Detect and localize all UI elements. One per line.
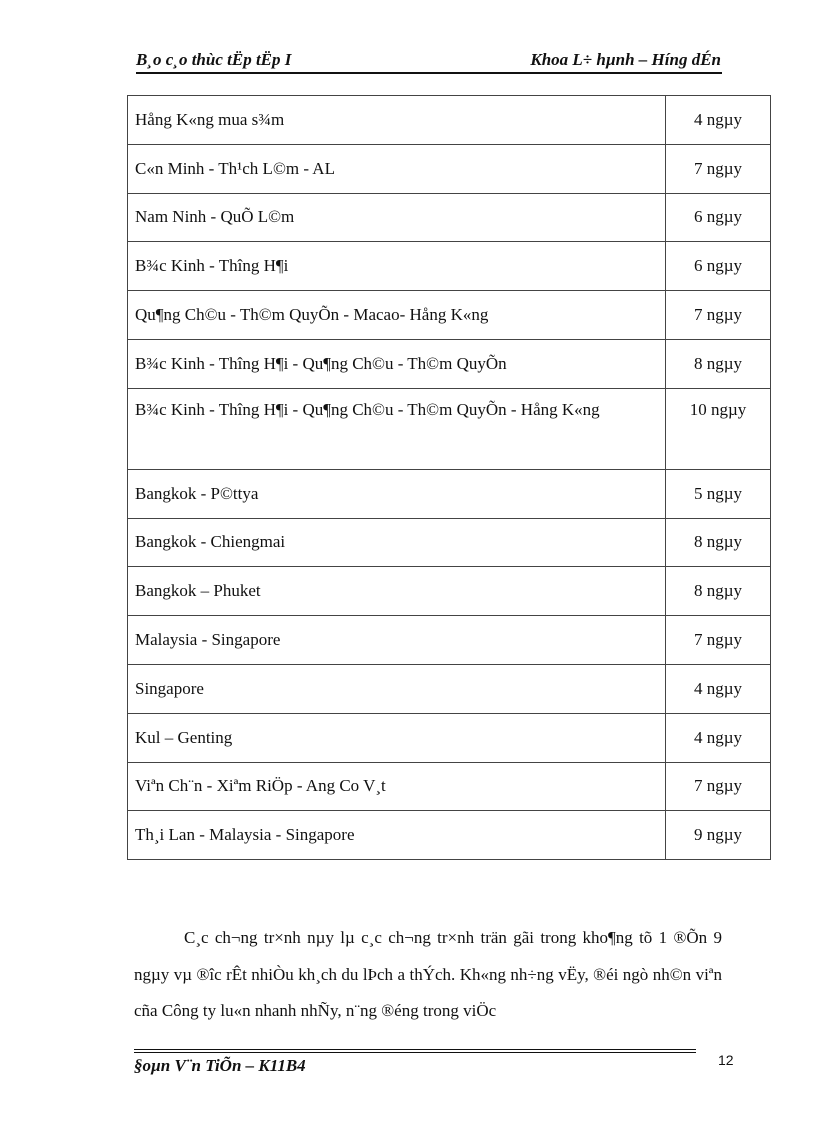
body-paragraph: C¸c ch¬ng tr×nh nµy lµ c¸c ch¬ng tr×nh trän gãi trong kho¶ng tõ 1 ®Õn 9 ngµy vµ ®îc rÊt nhiÒu kh¸ch du lÞch a thÝch. Kh«ng nh÷ng vËy, ®éi ngò nh©n viªn cña Công ty lu«n nhanh nhÑy, n¨ng ®éng trong viÖc — [134, 928, 722, 1020]
tour-duration: 4 ngµy — [666, 96, 771, 145]
table-row — [128, 291, 771, 340]
tour-duration: 8 ngµy — [666, 339, 771, 388]
tour-table — [127, 95, 771, 860]
tour-duration: 4 ngµy — [666, 664, 771, 713]
tour-duration: 6 ngµy — [666, 242, 771, 291]
header-rule — [136, 72, 722, 74]
table-row — [128, 144, 771, 193]
tour-route: Kul – Genting — [128, 713, 666, 762]
tour-duration: 8 ngµy — [666, 567, 771, 616]
tour-route: Viªn Ch¨n - Xiªm RiÖp - Ang Co V¸t — [128, 762, 666, 811]
tour-duration: 7 ngµy — [666, 144, 771, 193]
table-row — [128, 567, 771, 616]
tour-route: Bangkok - Chiengmai — [128, 518, 666, 567]
table-row — [128, 242, 771, 291]
page-header — [136, 50, 721, 72]
table-row — [128, 339, 771, 388]
tour-route: Th¸i Lan - Malaysia - Singapore — [128, 811, 666, 860]
tour-duration: 5 ngµy — [666, 469, 771, 518]
footer-rule — [134, 1049, 696, 1050]
tour-duration: 9 ngµy — [666, 811, 771, 860]
footer-author: §oµn V¨n TiÕn – K11B4 — [134, 1056, 306, 1075]
table-row — [128, 811, 771, 860]
tour-duration: 8 ngµy — [666, 518, 771, 567]
tour-route: B¾c Kinh - Thîng H¶i - Qu¶ng Ch©u - Th©m QuyÕn - Hång K«ng — [128, 388, 666, 469]
table-row — [128, 762, 771, 811]
footer-rule — [134, 1052, 696, 1053]
table-row — [128, 518, 771, 567]
table-row — [128, 469, 771, 518]
tour-duration: 4 ngµy — [666, 713, 771, 762]
tour-route: Singapore — [128, 664, 666, 713]
tour-route: B¾c Kinh - Thîng H¶i - Qu¶ng Ch©u - Th©m QuyÕn — [128, 339, 666, 388]
tour-route: Bangkok – Phuket — [128, 567, 666, 616]
table-row — [128, 96, 771, 145]
tour-route: Bangkok - P©ttya — [128, 469, 666, 518]
table-row — [128, 713, 771, 762]
table-row — [128, 388, 771, 469]
table-row — [128, 193, 771, 242]
tour-duration: 10 ngµy — [666, 388, 771, 469]
tour-route: C«n Minh - Th¹ch L©m - AL — [128, 144, 666, 193]
tour-route: Qu¶ng Ch©u - Th©m QuyÕn - Macao- Hång K«ng — [128, 291, 666, 340]
tour-duration: 6 ngµy — [666, 193, 771, 242]
tour-duration: 7 ngµy — [666, 762, 771, 811]
tour-duration: 7 ngµy — [666, 616, 771, 665]
page-number: 12 — [718, 1052, 734, 1068]
tour-route: B¾c Kinh - Thîng H¶i — [128, 242, 666, 291]
header-department: Khoa L÷ hµnh – Híng dÉn — [530, 50, 721, 69]
tour-duration: 7 ngµy — [666, 291, 771, 340]
tour-route: Nam Ninh - QuÕ L©m — [128, 193, 666, 242]
tour-route: Malaysia - Singapore — [128, 616, 666, 665]
tour-route: Hång K«ng mua s¾m — [128, 96, 666, 145]
body-text — [134, 920, 722, 1030]
table-row — [128, 664, 771, 713]
header-report-title: B¸o c¸o thùc tËp tËp I — [136, 50, 292, 69]
table-row — [128, 616, 771, 665]
